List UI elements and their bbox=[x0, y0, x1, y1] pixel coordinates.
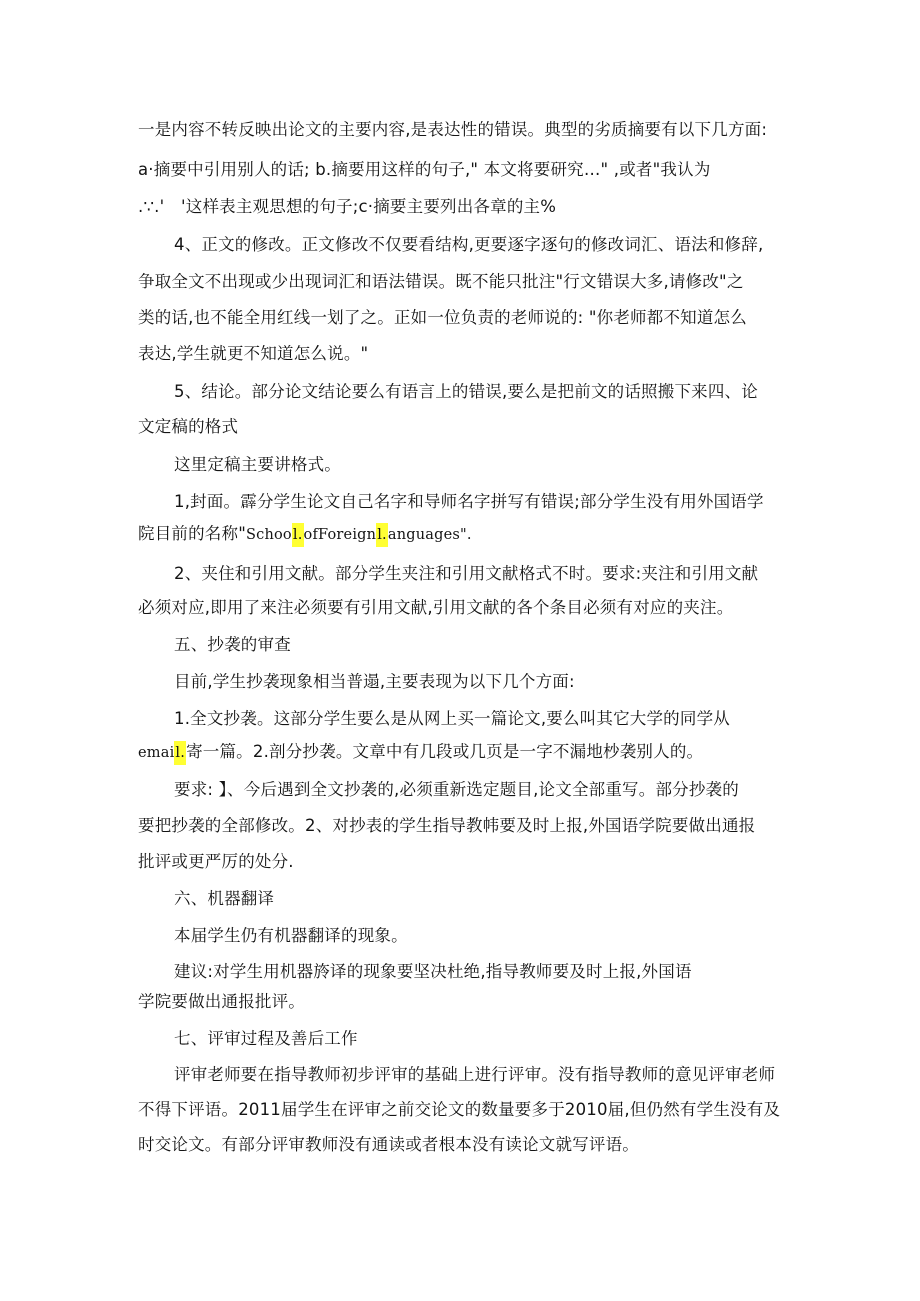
text-line: 学院要做出通报批评。 bbox=[138, 992, 305, 1011]
text-line: 批评或更严厉的处分. bbox=[138, 852, 294, 871]
text-line: 不得下评语。2011届学生在评审之前交论文的数量要多于2010届,但仍然有学生没有及 bbox=[138, 1100, 781, 1119]
text-line: 要求: 】、今后遇到全文抄袭的,必须重新选定题目,论文全部重写。部分抄袭的 bbox=[174, 780, 739, 799]
text-line: 类的话,也不能全用红线一划了之。正如一位负责的老师说的: "你老师都不知道怎么 bbox=[138, 308, 747, 327]
text-line: 一是内容不转反映出论文的主要内容,是表达性的错误。典型的劣质摘要有以下几方面: bbox=[138, 120, 768, 139]
text-line: 要把抄袭的全部修改。2、对抄表的学生指导教帏要及时上报,外国语学院要做出通报 bbox=[138, 816, 756, 835]
school-line-prefix: 院目前的名称" bbox=[138, 524, 246, 543]
section-heading: 五、抄袭的审查 bbox=[174, 635, 291, 654]
school-name-line bbox=[138, 522, 472, 547]
text-line: 5、结论。部分论文结论要么有语言上的错误,要么是把前文的话照搬下来四、论 bbox=[174, 382, 758, 401]
highlight-mark: l. bbox=[174, 741, 186, 765]
email-line bbox=[138, 740, 703, 765]
text-line: 1,封面。霹分学生论文自己名字和导师名字拼写有错误;部分学生没有用外国语学 bbox=[174, 492, 764, 511]
text-line: 1.全文抄袭。这部分学生要么是从网上买一篇论文,要么叫其它大学的同学从 bbox=[174, 709, 730, 728]
text-line: .∵.' '这样表主观思想的句子;c·摘要主要列出各章的主% bbox=[138, 197, 557, 216]
text-line: a·摘要中引用别人的话; b.摘要用这样的句子," 本文将要研究…" ,或者"我认为 bbox=[138, 160, 711, 179]
text-line: 这里定稿主要讲格式。 bbox=[174, 455, 341, 474]
school-line-part2: ofForeign bbox=[303, 527, 377, 543]
email-line-prefix: emai bbox=[138, 745, 175, 761]
section-heading: 七、评审过程及善后工作 bbox=[174, 1029, 358, 1048]
school-line-part1: Schoo bbox=[246, 527, 292, 543]
section-heading: 六、机器翻译 bbox=[174, 889, 275, 908]
text-line: 表达,学生就更不知道怎么说。" bbox=[138, 344, 369, 363]
text-line: 评审老师要在指导教师初步评审的基础上进行评审。没有指导教师的意见评审老师 bbox=[174, 1065, 776, 1084]
text-line: 时交论文。有部分评审教师没有通读或者根本没有读论文就写评语。 bbox=[138, 1135, 639, 1154]
school-line-part3: anguages". bbox=[387, 527, 472, 543]
text-line: 目前,学生抄袭现象相当普遢,主要表现为以下几个方面: bbox=[174, 672, 575, 691]
text-line: 2、夹住和引用文献。部分学生夹注和引用文献格式不时。要求:夹注和引用文献 bbox=[174, 564, 759, 583]
email-line-suffix: 寄一篇。2.剖分抄袭。文章中有几段或几页是一字不漏地杪袭别人的。 bbox=[186, 742, 704, 761]
highlight-mark: l. bbox=[292, 523, 304, 547]
text-line: 建议:对学生用机器旍译的现象要坚决杜绝,指导教师要及时上报,外国语 bbox=[174, 962, 692, 981]
text-line: 本届学生仍有机器翻译的现象。 bbox=[174, 926, 408, 945]
text-line: 文定稿的格式 bbox=[138, 417, 239, 436]
text-line: 争取全文不出现或少出现词汇和语法错误。既不能只批注"行文错误大多,请修改"之 bbox=[138, 272, 744, 291]
highlight-mark: l. bbox=[376, 523, 388, 547]
text-line: 4、正文的修改。正文修改不仅要看结构,更要逐字逐句的修改词汇、语法和修辞, bbox=[174, 235, 764, 254]
text-line: 必须对应,即用了来注必须要有引用文献,引用文献的各个条目必须有对应的夹注。 bbox=[138, 598, 734, 617]
